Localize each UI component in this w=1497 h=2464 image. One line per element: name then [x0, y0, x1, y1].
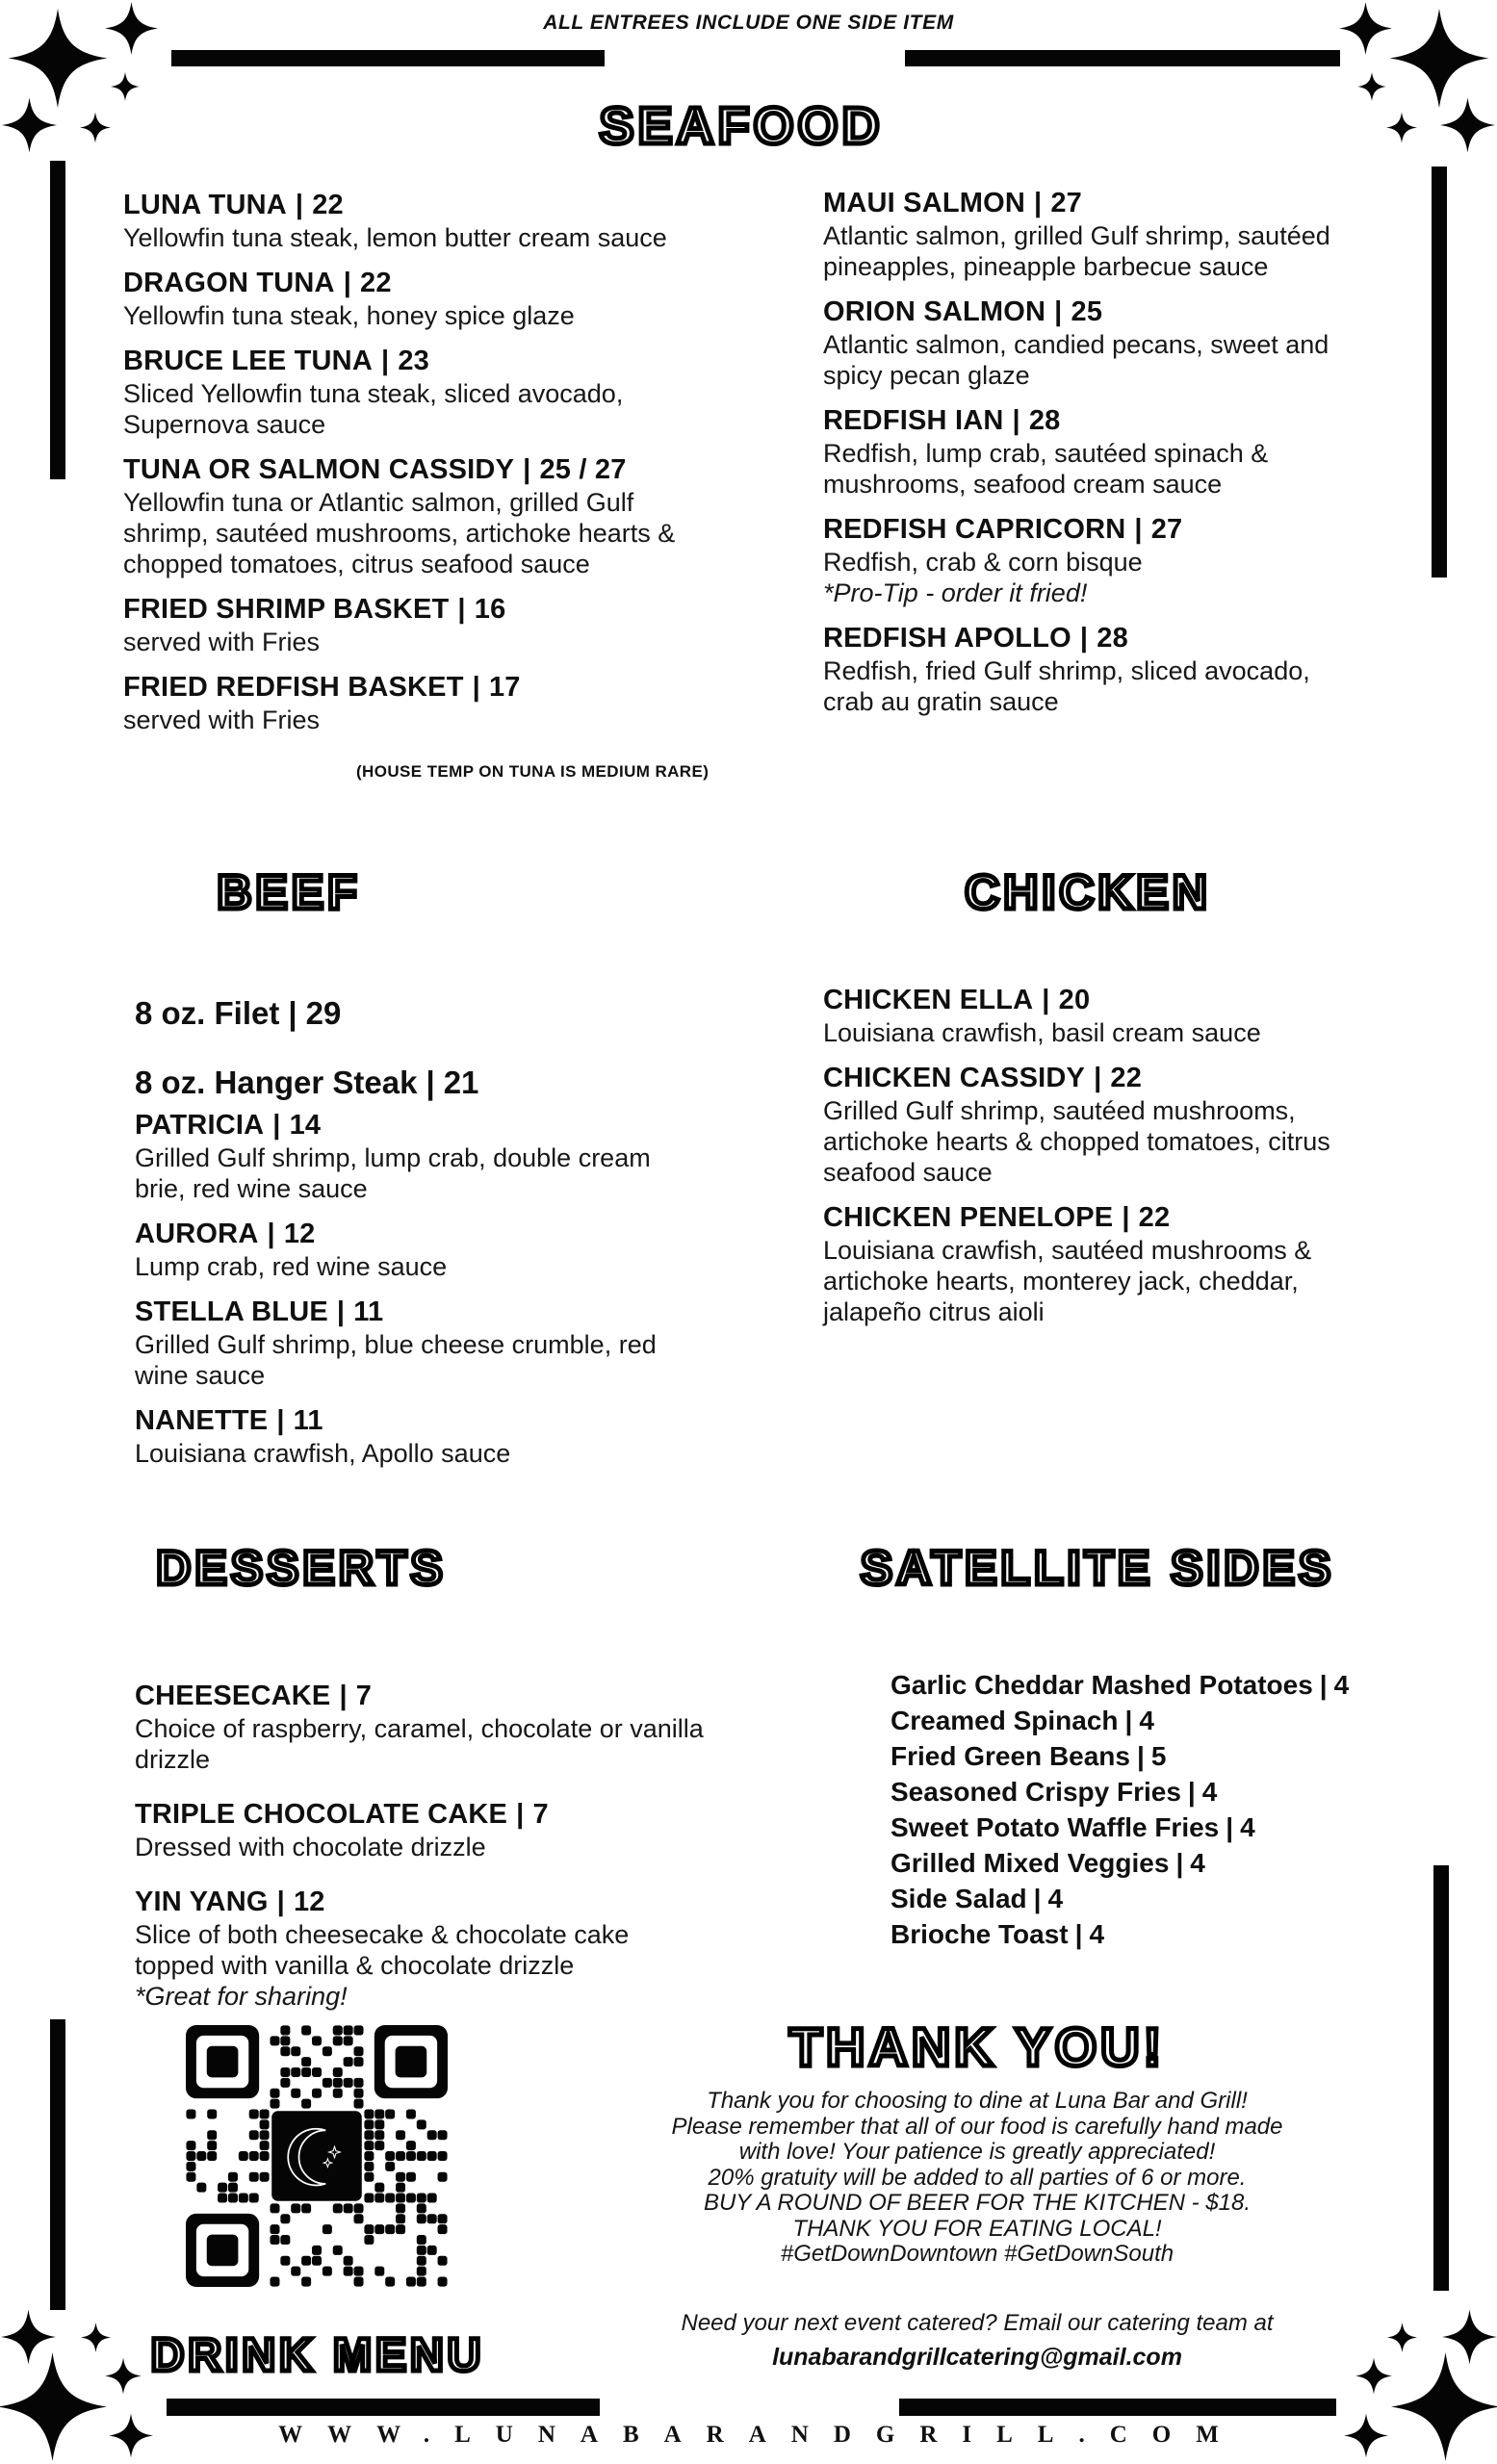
menu-item — [135, 1798, 712, 1862]
section-title-beef: BEEF — [217, 865, 361, 919]
divider-bar — [50, 2019, 65, 2310]
item-price: 7 — [355, 1681, 373, 1711]
menu-item — [823, 1201, 1386, 1327]
item-name-line — [135, 1680, 712, 1713]
item-name: 8 oz. Hanger Steak — [135, 1065, 418, 1100]
menu-item — [823, 295, 1367, 391]
item-description: Grilled Gulf shrimp, sautéed mushrooms, artichoke hearts & chopped tomatoes, citrus seafood sauce — [823, 1096, 1330, 1187]
item-price: 4 — [1201, 1777, 1218, 1807]
item-name-line — [135, 1798, 712, 1832]
price-separator: | — [1012, 405, 1020, 436]
item-name: PATRICIA — [135, 1110, 265, 1141]
sparkle-icon — [111, 72, 140, 101]
item-description: Grilled Gulf shrimp, blue cheese crumble, red wine sauce — [135, 1330, 657, 1390]
divider-bar — [905, 50, 1340, 66]
item-name-line — [123, 267, 684, 300]
price-separator: | — [1122, 1202, 1130, 1233]
price-separator: | — [472, 672, 480, 703]
price-separator: | — [1034, 188, 1043, 218]
sparkle-icon — [1440, 96, 1495, 154]
sparkle-icon — [1386, 112, 1417, 143]
item-name: 8 oz. Filet — [135, 995, 280, 1031]
menu-item — [823, 1062, 1386, 1188]
divider-bar — [50, 161, 65, 479]
menu-item — [123, 189, 684, 253]
item-name: REDFISH APOLLO — [823, 623, 1071, 654]
item-description: Yellowfin tuna steak, lemon butter cream sauce — [123, 223, 667, 252]
item-description: Redfish, fried Gulf shrimp, sliced avocado, crab au gratin sauce — [823, 656, 1310, 716]
item-name: Grilled Mixed Veggies — [890, 1848, 1170, 1878]
item-name: NANETTE — [135, 1405, 269, 1436]
thank-you-line: BUY A ROUND OF BEER FOR THE KITCHEN - $18. — [703, 2190, 1252, 2216]
item-description: Atlantic salmon, grilled Gulf shrimp, sautéed pineapples, pineapple barbecue sauce — [823, 221, 1330, 281]
menu-item — [123, 453, 684, 579]
sparkle-icon — [2, 96, 57, 154]
thank-you-line: with love! Your patience is greatly appreciated! — [738, 2139, 1216, 2165]
item-name: Sweet Potato Waffle Fries — [890, 1812, 1220, 1842]
price-separator: | — [336, 1296, 346, 1327]
section-title-satellite-sides: SATELLITE SIDES — [860, 1541, 1335, 1595]
item-price: 14 — [289, 1110, 322, 1141]
price-separator: | — [1226, 1812, 1234, 1842]
item-name-line — [823, 1201, 1386, 1235]
item-name-line — [823, 404, 1367, 438]
item-price: 28 — [1028, 405, 1061, 436]
item-description: served with Fries — [123, 628, 321, 656]
menu-item — [123, 671, 684, 735]
item-description: Yellowfin tuna or Atlantic salmon, grilled Gulf shrimp, sautéed mushrooms, artichoke hearts & chopped tomatoes, citrus seafood sauce — [123, 488, 676, 578]
item-price: 4 — [1190, 1848, 1205, 1878]
item-name: TUNA OR SALMON CASSIDY — [123, 454, 515, 485]
item-price: 4 — [1240, 1812, 1255, 1842]
catering-text: Need your next event catered? Email our catering team at — [681, 2310, 1274, 2336]
item-description: Dressed with chocolate drizzle — [135, 1833, 486, 1861]
price-separator: | — [1136, 1741, 1145, 1771]
item-name-line — [823, 984, 1386, 1017]
item-name: DRAGON TUNA — [123, 268, 335, 298]
menu-item — [823, 404, 1367, 500]
sparkle-icon — [104, 2, 159, 55]
item-price: 25 / 27 — [539, 454, 627, 485]
item-name: CHICKEN CASSIDY — [823, 1063, 1086, 1093]
menu-item — [135, 1109, 679, 1204]
menu-item — [123, 593, 684, 657]
sparkle-icon — [105, 2355, 142, 2397]
item-name: Brioche Toast — [890, 1919, 1069, 1949]
item-description: Atlantic salmon, candied pecans, sweet and spicy pecan glaze — [823, 330, 1329, 390]
menu-item — [135, 1680, 712, 1775]
steak-line — [135, 1065, 478, 1101]
item-name: AURORA — [135, 1219, 259, 1249]
item-name: REDFISH IAN — [823, 405, 1004, 436]
side-item — [890, 1916, 1391, 1952]
thank-you-line: THANK YOU FOR EATING LOCAL! — [792, 2215, 1162, 2242]
qr-code — [186, 2025, 448, 2287]
side-item — [890, 1810, 1391, 1845]
divider-bar — [1432, 167, 1447, 578]
drink-menu-title: DRINK MENU — [150, 2330, 485, 2381]
item-name-line — [823, 295, 1367, 329]
chicken-column — [823, 984, 1386, 1341]
item-description: Louisiana crawfish, sautéed mushrooms & artichoke hearts, monterey jack, cheddar, jalapeño citrus aioli — [823, 1236, 1312, 1326]
item-name: TRIPLE CHOCOLATE CAKE — [135, 1799, 508, 1830]
sparkle-icon — [80, 112, 111, 143]
item-name: Garlic Cheddar Mashed Potatoes — [890, 1670, 1313, 1700]
item-name-line — [123, 453, 684, 487]
item-name-line — [123, 345, 684, 378]
beef-toppings-column — [135, 1109, 679, 1482]
item-name: LUNA TUNA — [123, 190, 287, 220]
website-url: WWW.LUNABARANDGRILL.COM — [278, 2422, 1244, 2448]
item-name: ORION SALMON — [823, 296, 1046, 327]
item-price: 17 — [488, 672, 521, 703]
item-description: Redfish, crab & corn bisque — [823, 548, 1143, 577]
steak-line — [135, 995, 478, 1032]
menu-item — [135, 1886, 712, 2012]
item-price: 4 — [1047, 1884, 1064, 1913]
item-description: Grilled Gulf shrimp, lump crab, double cream brie, red wine sauce — [135, 1143, 651, 1203]
price-separator: | — [267, 1219, 275, 1249]
section-title-seafood: SEAFOOD — [599, 97, 884, 155]
menu-item — [135, 1404, 679, 1469]
seafood-left-column — [123, 189, 684, 749]
item-name: YIN YANG — [135, 1886, 269, 1917]
sparkle-icon — [1338, 2, 1393, 55]
price-separator: | — [1033, 1884, 1042, 1913]
item-price: 22 — [360, 268, 392, 298]
item-name-line — [123, 671, 684, 705]
price-separator: | — [1054, 296, 1063, 327]
menu-item — [135, 1296, 679, 1391]
item-description: Lump crab, red wine sauce — [135, 1252, 448, 1281]
item-note: *Pro-Tip - order it fried! — [823, 578, 1088, 607]
section-title-chicken: CHICKEN — [965, 865, 1211, 919]
item-price: 4 — [1089, 1919, 1105, 1949]
sparkle-icon — [1357, 72, 1386, 101]
item-name: FRIED REDFISH BASKET — [123, 672, 464, 703]
item-description: Redfish, lump crab, sautéed spinach & mushrooms, seafood cream sauce — [823, 439, 1269, 499]
item-name-line — [823, 622, 1367, 655]
item-description: Louisiana crawfish, Apollo sauce — [135, 1439, 511, 1468]
menu-item — [135, 1218, 679, 1282]
item-name-line — [135, 1886, 712, 1919]
side-item — [890, 1774, 1391, 1810]
item-price: 11 — [293, 1405, 323, 1436]
price-separator: | — [1134, 514, 1143, 545]
item-description: Yellowfin tuna steak, honey spice glaze — [123, 301, 575, 330]
price-separator: | — [276, 1886, 285, 1917]
price-separator: | — [1074, 1919, 1083, 1949]
item-note: *Great for sharing! — [135, 1982, 348, 2011]
menu-item — [823, 622, 1367, 717]
price-separator: | — [1079, 623, 1089, 654]
divider-bar — [171, 50, 605, 66]
price-separator: | — [339, 1681, 348, 1711]
menu-item — [123, 345, 684, 440]
item-name-line — [135, 1109, 679, 1142]
thank-you-line: #GetDownDowntown #GetDownSouth — [780, 2241, 1174, 2267]
divider-bar — [167, 2399, 600, 2416]
item-name: Creamed Spinach — [890, 1706, 1119, 1735]
sparkle-icon — [1386, 9, 1492, 108]
item-price: 22 — [312, 190, 344, 220]
item-price: 4 — [1139, 1706, 1154, 1735]
price-separator: | — [426, 1065, 435, 1100]
price-separator: | — [516, 1799, 525, 1830]
item-price: 28 — [1097, 623, 1128, 654]
sparkle-icon — [81, 2320, 111, 2355]
item-price: 7 — [532, 1799, 549, 1830]
menu-item — [823, 513, 1367, 608]
side-item — [890, 1703, 1391, 1738]
seafood-right-column — [823, 187, 1367, 731]
thank-you-line: 20% gratuity will be added to all parties of 6 or more. — [708, 2164, 1247, 2191]
item-name-line — [135, 1218, 679, 1251]
thank-you-line: Thank you for choosing to dine at Luna Bar and Grill! — [707, 2088, 1248, 2114]
item-price: 27 — [1050, 188, 1083, 218]
item-name-line — [135, 1296, 679, 1329]
divider-bar — [1433, 1865, 1449, 2291]
item-price: 25 — [1071, 296, 1103, 327]
item-name-line — [823, 1062, 1386, 1095]
item-name-line — [123, 189, 684, 222]
item-name: REDFISH CAPRICORN — [823, 514, 1126, 545]
price-separator: | — [1042, 985, 1050, 1015]
side-item — [890, 1881, 1391, 1916]
price-separator: | — [1124, 1706, 1133, 1735]
catering-email: lunabarandgrillcatering@gmail.com — [772, 2344, 1182, 2371]
item-name-line — [823, 187, 1367, 220]
section-title-thank-you: THANK YOU! — [788, 2016, 1166, 2077]
price-separator: | — [1319, 1670, 1328, 1700]
item-description: served with Fries — [123, 706, 321, 734]
item-price: 22 — [1138, 1202, 1171, 1233]
sparkle-icon — [1387, 2320, 1417, 2355]
item-name: CHICKEN ELLA — [823, 985, 1034, 1015]
item-price: 12 — [283, 1219, 316, 1249]
item-price: 22 — [1110, 1063, 1143, 1093]
price-separator: | — [523, 454, 531, 485]
item-name: STELLA BLUE — [135, 1296, 328, 1327]
item-price: 5 — [1150, 1741, 1167, 1771]
item-name: Seasoned Crispy Fries — [890, 1777, 1181, 1807]
section-title-desserts: DESSERTS — [156, 1541, 447, 1595]
price-separator: | — [272, 1110, 281, 1141]
item-description: Louisiana crawfish, basil cream sauce — [823, 1018, 1261, 1047]
item-name: CHEESECAKE — [135, 1681, 331, 1711]
divider-bar — [899, 2399, 1336, 2416]
price-separator: | — [295, 190, 304, 220]
item-name: MAUI SALMON — [823, 188, 1026, 218]
thank-you-line: Please remember that all of our food is carefully hand made — [671, 2113, 1283, 2140]
tuna-temp-note: (HOUSE TEMP ON TUNA IS MEDIUM RARE) — [356, 762, 710, 781]
side-item — [890, 1667, 1391, 1703]
item-name-line — [123, 593, 684, 627]
item-name: FRIED SHRIMP BASKET — [123, 594, 450, 625]
price-separator: | — [343, 268, 352, 298]
item-name: Side Salad — [890, 1884, 1027, 1913]
price-separator: | — [288, 995, 297, 1031]
item-price: 27 — [1150, 514, 1183, 545]
side-item — [890, 1845, 1391, 1881]
item-description: Sliced Yellowfin tuna steak, sliced avocado, Supernova sauce — [123, 379, 624, 439]
price-separator: | — [276, 1405, 285, 1436]
thank-you-paragraph — [640, 2089, 1314, 2268]
menu-item — [823, 984, 1386, 1048]
menu-item — [823, 187, 1367, 282]
menu-item — [123, 267, 684, 331]
price-separator: | — [1187, 1777, 1196, 1807]
item-name: BRUCE LEE TUNA — [123, 346, 373, 376]
item-price: 20 — [1058, 985, 1091, 1015]
item-name: Fried Green Beans — [890, 1741, 1130, 1771]
item-price: 11 — [353, 1296, 384, 1327]
item-price: 12 — [293, 1886, 325, 1917]
item-price: 16 — [474, 594, 506, 625]
price-separator: | — [457, 594, 466, 625]
entree-side-note: ALL ENTREES INCLUDE ONE SIDE ITEM — [543, 12, 954, 34]
price-separator: | — [1175, 1848, 1184, 1878]
sides-column — [890, 1667, 1391, 1952]
item-name-line — [823, 513, 1367, 547]
item-price: 23 — [398, 346, 429, 376]
item-description: Slice of both cheesecake & chocolate cake topped with vanilla & chocolate drizzle — [135, 1920, 630, 1980]
item-price: 4 — [1333, 1670, 1350, 1700]
price-separator: | — [1094, 1063, 1102, 1093]
desserts-column — [135, 1680, 712, 2035]
item-description: Choice of raspberry, caramel, chocolate or vanilla drizzle — [135, 1714, 704, 1774]
item-price: 21 — [443, 1065, 479, 1100]
side-item — [890, 1738, 1391, 1774]
item-name-line — [135, 1404, 679, 1438]
sparkle-icon — [5, 9, 111, 108]
item-price: 29 — [305, 995, 342, 1031]
item-name: CHICKEN PENELOPE — [823, 1202, 1114, 1233]
price-separator: | — [380, 346, 390, 376]
catering-block — [578, 2310, 1377, 2372]
